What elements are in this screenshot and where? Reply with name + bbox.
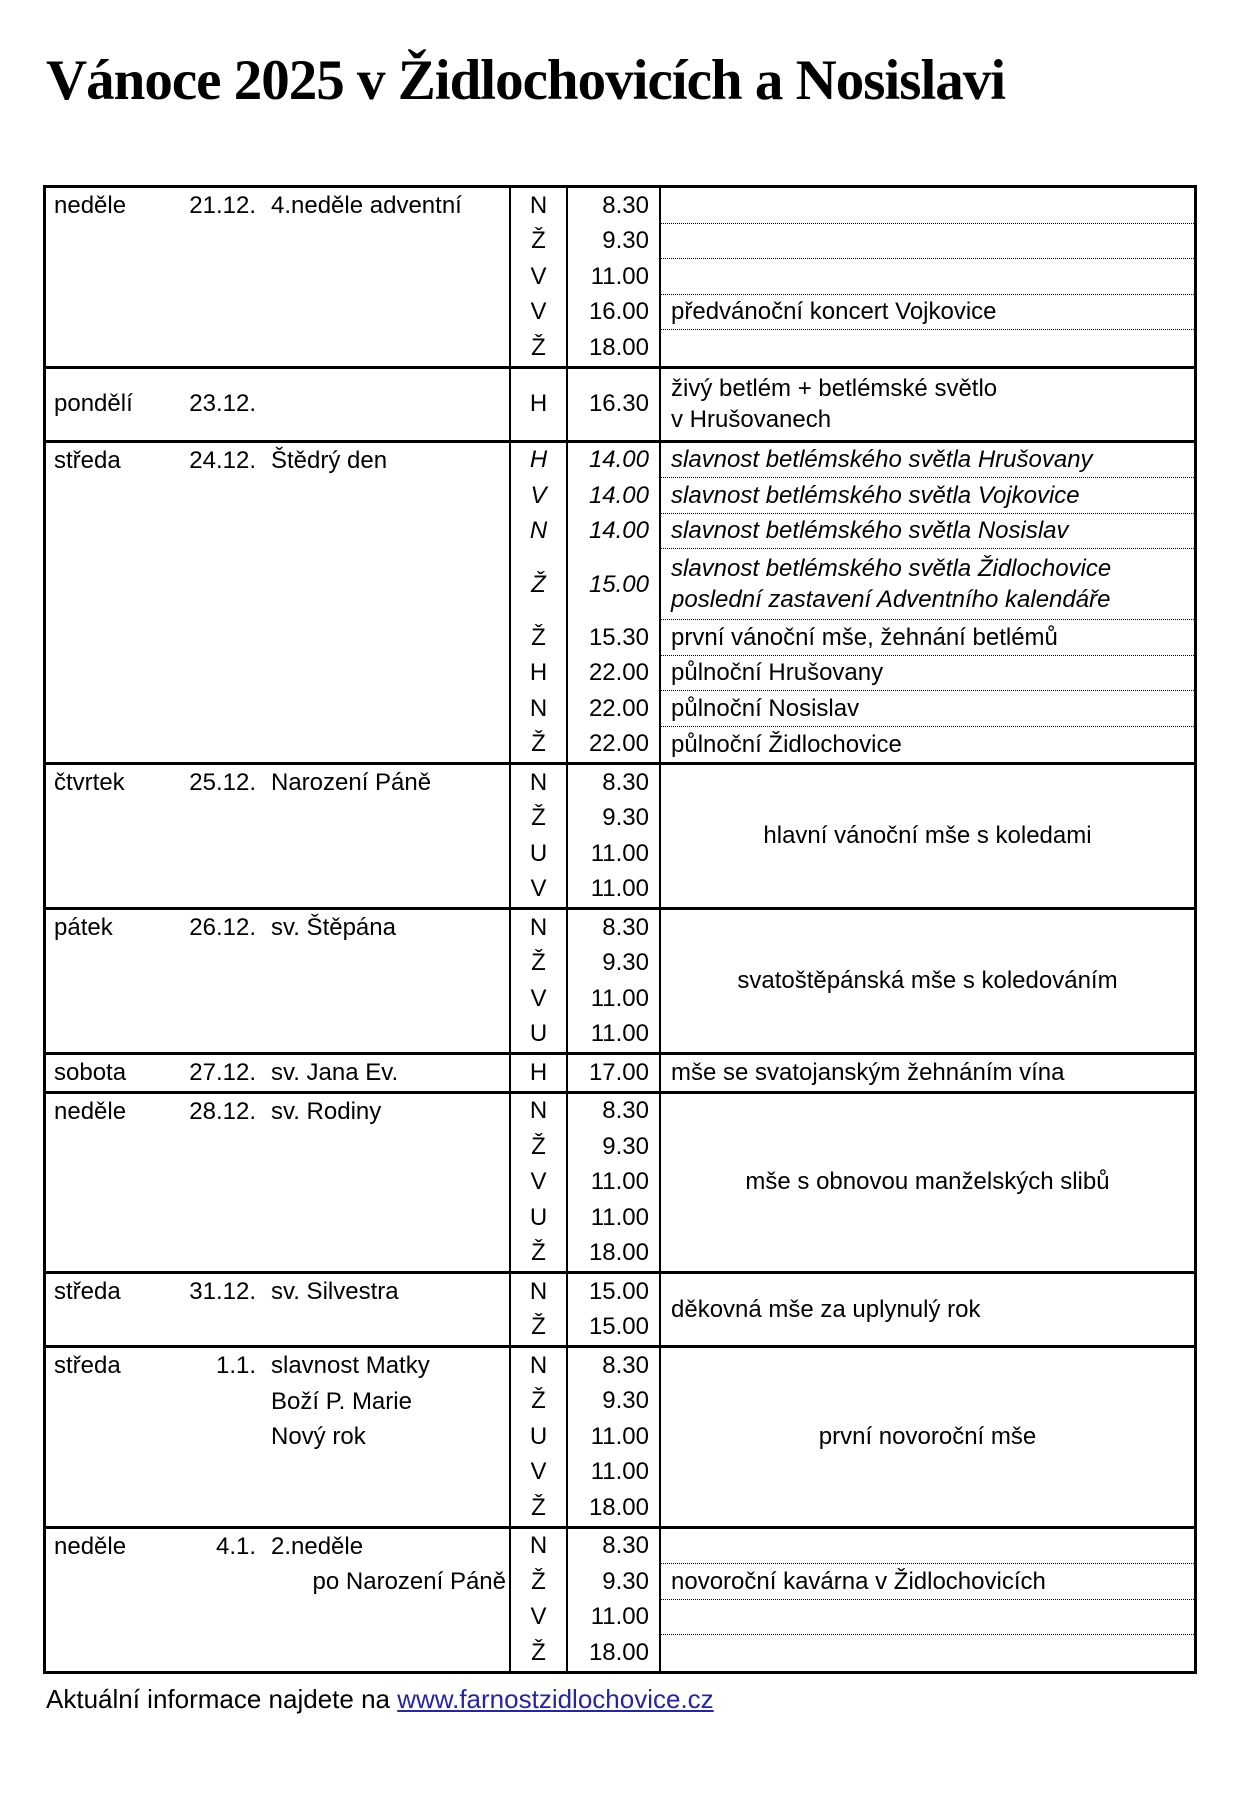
place-column <box>511 1529 568 1671</box>
schedule-block <box>46 762 1194 907</box>
page-title: Vánoce 2025 v Židlochovicích a Nosislavi <box>46 49 1006 112</box>
note-column <box>661 443 1194 763</box>
place-cell: Ž <box>531 227 546 255</box>
day-date-column <box>46 1055 511 1091</box>
place-cell: N <box>529 191 548 219</box>
note-column <box>661 1274 1194 1345</box>
day-date-column <box>46 369 511 440</box>
place-cell: V <box>530 1603 547 1631</box>
feast-line: sv. Štěpána <box>271 914 396 941</box>
time-cell: 18.00 <box>588 1638 649 1666</box>
feast-cell <box>271 188 509 224</box>
time-cell: 11.00 <box>590 1168 649 1196</box>
place-cell: Ž <box>531 1132 546 1160</box>
place-cell: N <box>529 1277 548 1305</box>
date-cell: 23.12. <box>189 390 256 418</box>
time-cell: 9.30 <box>602 949 649 977</box>
place-cell: U <box>529 1203 548 1231</box>
place-cell: Ž <box>531 333 546 361</box>
time-cell: 15.00 <box>588 1277 649 1305</box>
time-column <box>568 369 661 440</box>
day-date-column <box>46 1348 511 1526</box>
schedule-block <box>46 440 1194 763</box>
note-line: živý betlém + betlémské světlo <box>671 375 998 402</box>
place-cell: Ž <box>531 570 546 598</box>
note-cell <box>661 691 1194 727</box>
day-cell: neděle <box>54 1532 127 1560</box>
note-cell <box>661 295 1194 331</box>
day-date-column <box>46 910 511 1052</box>
note-line: novoroční kavárna v Židlochovicích <box>671 1567 1046 1595</box>
time-cell: 17.00 <box>588 1058 649 1086</box>
date-cell: 4.1. <box>215 1532 256 1560</box>
note-line: první vánoční mše, žehnání betlémů <box>671 623 1058 651</box>
place-column <box>511 1094 568 1272</box>
place-cell: V <box>530 262 547 290</box>
note-cell <box>661 1529 1194 1565</box>
schedule-block <box>46 907 1194 1052</box>
place-cell: Ž <box>531 623 546 651</box>
place-cell: V <box>530 298 547 326</box>
note-line: předvánoční koncert Vojkovice <box>671 298 997 326</box>
note-line: slavnost betlémského světla Židlochovice <box>671 555 1112 582</box>
feast-line: sv. Jana Ev. <box>271 1059 399 1086</box>
feast-line: slavnost Matky <box>271 1352 430 1379</box>
place-cell: V <box>530 875 547 903</box>
merged-note-cell: hlavní vánoční mše s koledami <box>763 822 1092 849</box>
feast-cell <box>271 910 509 946</box>
note-cell <box>661 1564 1194 1600</box>
feast-cell <box>271 1274 509 1310</box>
note-cell <box>661 188 1194 224</box>
feast-cell <box>271 765 509 801</box>
time-column <box>568 188 661 366</box>
schedule-block <box>46 1526 1194 1671</box>
time-cell: 11.00 <box>590 984 649 1012</box>
feast-line: po Narození Páně <box>312 1568 506 1595</box>
day-cell: středa <box>54 1352 121 1379</box>
time-cell: 9.30 <box>602 1132 649 1160</box>
time-cell: 8.30 <box>602 913 649 941</box>
day-cell: sobota <box>54 1059 127 1086</box>
day-cell: pondělí <box>54 390 133 418</box>
time-cell: 15.30 <box>588 623 649 651</box>
feast-line: sv. Silvestra <box>271 1278 399 1305</box>
note-column <box>661 1094 1194 1272</box>
note-line: půlnoční Židlochovice <box>671 730 902 758</box>
note-line: slavnost betlémského světla Nosislav <box>671 517 1069 545</box>
place-column <box>511 1348 568 1526</box>
place-cell: H <box>529 1058 548 1086</box>
day-cell: neděle <box>54 1097 127 1125</box>
time-cell: 15.00 <box>588 570 649 598</box>
feast-line: Nový rok <box>271 1423 366 1450</box>
footer-text: Aktuální informace najdete na <box>46 1684 398 1714</box>
schedule-block <box>46 1052 1194 1091</box>
day-cell: pátek <box>54 914 113 941</box>
note-line: půlnoční Hrušovany <box>671 659 884 687</box>
place-cell: U <box>529 839 548 867</box>
note-cell <box>661 514 1194 550</box>
time-cell: 14.00 <box>588 481 649 509</box>
day-cell: středa <box>54 1278 121 1305</box>
time-cell: 9.30 <box>602 1567 649 1595</box>
place-cell: Ž <box>531 1493 546 1521</box>
day-date-column <box>46 188 511 366</box>
time-cell: 14.00 <box>588 517 649 545</box>
note-column <box>661 1529 1194 1671</box>
date-cell: 24.12. <box>189 446 256 474</box>
note-cell <box>661 549 1194 620</box>
place-column <box>511 443 568 763</box>
place-cell: N <box>529 694 548 722</box>
time-column <box>568 910 661 1052</box>
time-column <box>568 1055 661 1091</box>
time-cell: 8.30 <box>602 1097 649 1125</box>
place-column <box>511 188 568 366</box>
time-column <box>568 443 661 763</box>
time-cell: 11.00 <box>590 262 649 290</box>
note-cell <box>661 443 1194 479</box>
time-column <box>568 1348 661 1526</box>
note-line: půlnoční Nosislav <box>671 694 860 722</box>
time-column <box>568 765 661 907</box>
merged-note-cell: svatoštěpánská mše s koledováním <box>737 967 1118 994</box>
note-column <box>661 188 1194 366</box>
place-cell: N <box>529 1532 548 1560</box>
time-cell: 18.00 <box>588 1239 649 1267</box>
time-cell: 8.30 <box>602 768 649 796</box>
place-cell: Ž <box>531 804 546 832</box>
place-cell: Ž <box>531 1239 546 1267</box>
place-cell: H <box>529 659 548 687</box>
time-cell: 22.00 <box>588 659 649 687</box>
note-column <box>661 910 1194 1052</box>
schedule-block <box>46 188 1194 366</box>
place-cell: Ž <box>531 1638 546 1666</box>
footer-link[interactable]: www.farnostzidlochovice.cz <box>397 1684 714 1714</box>
place-cell: H <box>529 390 548 417</box>
place-column <box>511 369 568 440</box>
time-cell: 9.30 <box>602 227 649 255</box>
note-cell <box>661 656 1194 692</box>
note-cell <box>661 727 1194 763</box>
time-cell: 9.30 <box>602 1387 649 1415</box>
note-line: poslední zastavení Adventního kalendáře <box>671 586 1111 613</box>
time-cell: 18.00 <box>588 333 649 361</box>
date-cell: 21.12. <box>189 192 256 219</box>
day-date-column <box>46 1529 511 1671</box>
time-cell: 11.00 <box>590 1203 649 1231</box>
note-cell <box>661 1600 1194 1636</box>
note-column <box>661 369 1194 440</box>
merged-note-cell: mše se svatojanským žehnáním vína <box>671 1058 1065 1086</box>
date-cell: 1.1. <box>215 1352 256 1379</box>
time-cell: 8.30 <box>602 1532 649 1560</box>
time-cell: 11.00 <box>590 1458 649 1486</box>
place-cell: H <box>529 446 548 474</box>
time-cell: 16.30 <box>588 390 649 417</box>
feast-cell <box>271 1094 509 1130</box>
note-column <box>661 1348 1194 1526</box>
place-cell: N <box>529 517 548 545</box>
time-cell: 9.30 <box>602 804 649 832</box>
time-cell: 11.00 <box>590 1603 649 1631</box>
time-cell: 11.00 <box>590 1020 649 1048</box>
note-cell <box>661 224 1194 260</box>
time-cell: 8.30 <box>602 191 649 219</box>
note-line: v Hrušovanech <box>671 406 832 433</box>
place-cell: V <box>530 984 547 1012</box>
time-cell: 22.00 <box>588 730 649 758</box>
day-date-column <box>46 443 511 763</box>
note-cell <box>661 1635 1194 1671</box>
note-cell <box>661 369 1194 440</box>
place-column <box>511 765 568 907</box>
day-date-column <box>46 765 511 907</box>
time-column <box>568 1274 661 1345</box>
feast-cell <box>271 1348 509 1455</box>
feast-line: sv. Rodiny <box>271 1097 382 1125</box>
schedule-block <box>46 1345 1194 1526</box>
feast-cell <box>271 1055 509 1091</box>
time-column <box>568 1094 661 1272</box>
feast-line: Štědrý den <box>271 446 388 474</box>
time-cell: 11.00 <box>590 839 649 867</box>
place-column <box>511 910 568 1052</box>
place-cell: Ž <box>531 1387 546 1415</box>
merged-note-cell: mše s obnovou manželských slibů <box>745 1168 1110 1196</box>
feast-line: 4.neděle adventní <box>271 192 462 219</box>
time-cell: 11.00 <box>590 1422 649 1450</box>
note-cell <box>661 259 1194 295</box>
place-cell: Ž <box>531 1567 546 1595</box>
date-cell: 25.12. <box>189 769 256 796</box>
place-cell: V <box>530 481 547 509</box>
place-cell: N <box>529 913 548 941</box>
day-date-column <box>46 1094 511 1272</box>
schedule-block <box>46 366 1194 440</box>
day-cell: středa <box>54 446 121 474</box>
place-cell: Ž <box>531 1313 546 1341</box>
time-cell: 11.00 <box>590 875 649 903</box>
footer <box>46 1684 714 1715</box>
note-column <box>661 765 1194 907</box>
merged-note-cell: první novoroční mše <box>818 1422 1037 1450</box>
day-cell: neděle <box>54 192 127 219</box>
day-date-column <box>46 1274 511 1345</box>
place-cell: N <box>529 1351 548 1379</box>
time-column <box>568 1529 661 1671</box>
place-column <box>511 1055 568 1091</box>
time-cell: 14.00 <box>588 446 649 474</box>
place-cell: U <box>529 1422 548 1450</box>
time-cell: 8.30 <box>602 1351 649 1379</box>
feast-cell <box>271 443 509 479</box>
feast-cell <box>271 1529 509 1600</box>
place-cell: U <box>529 1020 548 1048</box>
schedule-block <box>46 1271 1194 1345</box>
feast-line: Boží P. Marie <box>271 1387 412 1415</box>
time-cell: 16.00 <box>588 298 649 326</box>
day-cell: čtvrtek <box>54 769 125 796</box>
date-cell: 27.12. <box>189 1059 256 1086</box>
merged-note-cell: děkovná mše za uplynulý rok <box>671 1295 981 1323</box>
note-column <box>661 1055 1194 1091</box>
feast-line: Narození Páně <box>271 769 432 796</box>
note-cell <box>661 620 1194 656</box>
place-cell: N <box>529 768 548 796</box>
place-cell: Ž <box>531 730 546 758</box>
date-cell: 26.12. <box>189 914 256 941</box>
place-cell: V <box>530 1168 547 1196</box>
note-cell <box>661 478 1194 514</box>
time-cell: 15.00 <box>588 1313 649 1341</box>
note-line: slavnost betlémského světla Vojkovice <box>671 481 1080 509</box>
schedule-table <box>43 185 1197 1674</box>
time-cell: 22.00 <box>588 694 649 722</box>
place-cell: N <box>529 1097 548 1125</box>
date-cell: 31.12. <box>189 1278 256 1305</box>
note-cell <box>661 330 1194 366</box>
place-cell: V <box>530 1458 547 1486</box>
schedule-block <box>46 1091 1194 1272</box>
place-cell: Ž <box>531 949 546 977</box>
place-column <box>511 1274 568 1345</box>
date-cell: 28.12. <box>189 1097 256 1125</box>
note-line: slavnost betlémského světla Hrušovany <box>671 446 1093 474</box>
feast-line: 2.neděle <box>271 1532 364 1560</box>
time-cell: 18.00 <box>588 1493 649 1521</box>
